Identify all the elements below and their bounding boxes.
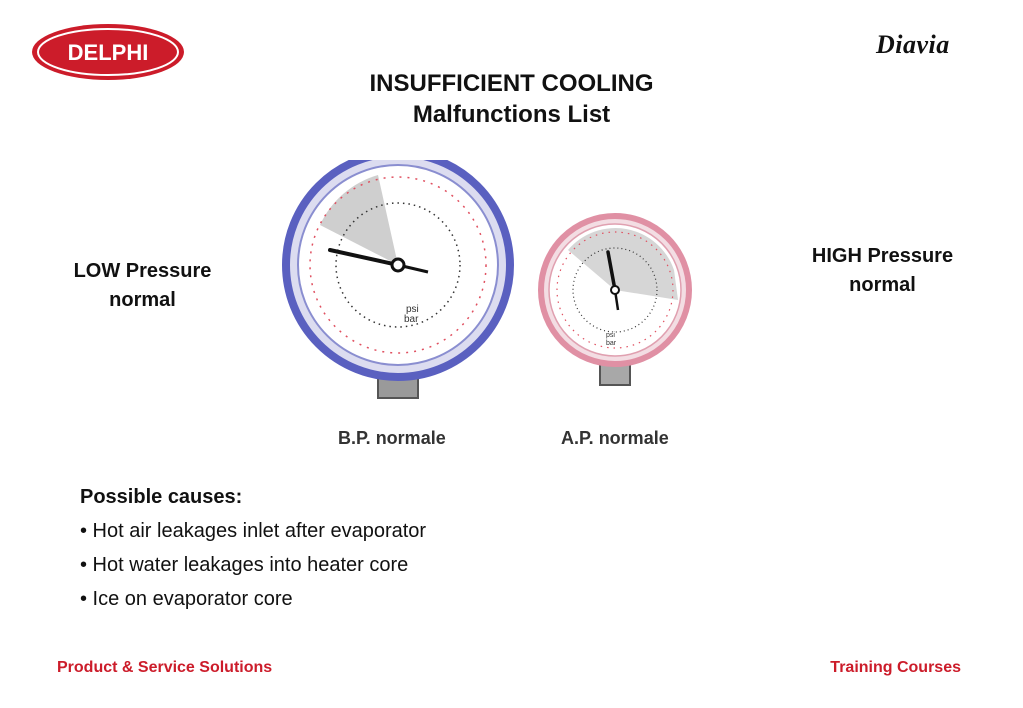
- footer-left-text: Product & Service Solutions: [57, 659, 273, 676]
- cause-item: • Ice on evaporator core: [80, 588, 293, 610]
- low-pressure-label: [40, 257, 245, 315]
- possible-causes: [80, 480, 426, 616]
- low-gauge-unit-psi: psi: [406, 304, 419, 315]
- footer-right-text: Training Courses: [830, 659, 961, 676]
- high-gauge-unit-bar: bar: [606, 340, 617, 347]
- diavia-logo: Diavia: [876, 30, 950, 59]
- page-title: INSUFFICIENT COOLING: [369, 70, 654, 97]
- cause-item: • Hot air leakages inlet after evaporator: [80, 520, 427, 542]
- cause-item: • Hot water leakages into heater core: [80, 554, 409, 576]
- high-gauge-unit-psi: psi: [606, 332, 615, 339]
- high-pressure-label: [780, 242, 985, 300]
- high-pressure-label-line1: HIGH Pressure: [811, 245, 954, 267]
- high-gauge-caption: A.P. normale: [561, 428, 669, 448]
- low-pressure-gauge: [286, 160, 510, 398]
- low-pressure-label-line1: LOW Pressure: [73, 260, 212, 282]
- low-gauge-caption: B.P. normale: [338, 428, 446, 448]
- pressure-gauges-illustration: [268, 160, 728, 460]
- low-gauge-unit-bar: bar: [404, 314, 419, 325]
- low-pressure-label-line2: normal: [109, 289, 176, 311]
- delphi-logo-text: DELPHI: [67, 40, 149, 65]
- page-subtitle: Malfunctions List: [412, 101, 611, 128]
- high-pressure-label-line2: normal: [849, 274, 916, 296]
- high-pressure-gauge: [541, 216, 689, 385]
- possible-causes-title: Possible causes:: [80, 486, 243, 508]
